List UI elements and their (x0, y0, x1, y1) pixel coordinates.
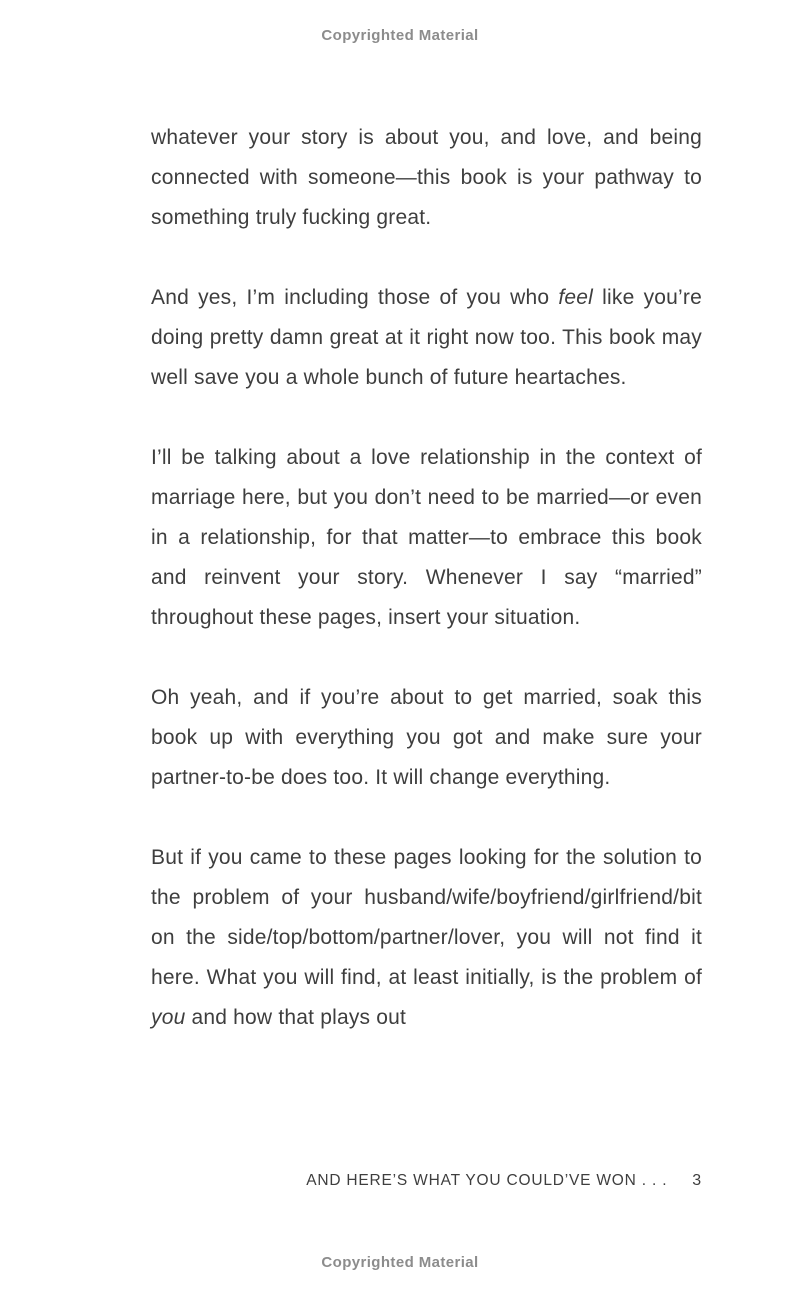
page-number: 3 (692, 1172, 702, 1189)
copyright-notice-top: Copyrighted Material (321, 27, 479, 44)
italic-text-run: feel (558, 286, 594, 309)
copyright-notice-bottom: Copyrighted Material (321, 1254, 479, 1271)
text-run: And yes, I’m including those of you who (151, 286, 559, 309)
italic-text-run: you (151, 1006, 186, 1029)
paragraph (151, 438, 702, 638)
book-page-body (151, 118, 702, 1038)
paragraph (151, 118, 702, 238)
text-run: I’ll be talking about a love relationship in the context of marriage here, but you don’t need to be married—or even in a relationship, for that matter—to embrace this book and reinvent your story. Whenever I say “married” throughout these pages, insert your situation. (151, 446, 702, 629)
paragraph (151, 678, 702, 798)
paragraph (151, 838, 702, 1038)
text-run: and how that plays out (185, 1006, 407, 1029)
paragraph (151, 278, 702, 398)
running-head: AND HERE’S WHAT YOU COULD’VE WON . . . (306, 1172, 668, 1189)
running-footer (306, 1172, 702, 1190)
text-run: Oh yeah, and if you’re about to get married, soak this book up with everything you got and make sure your partner-to-be does too. It will change everything. (151, 686, 702, 789)
text-run: whatever your story is about you, and love, and being connected with someone—this book is your pathway to something truly fucking great. (151, 126, 702, 229)
text-run: like you’re doing pretty damn great at it right now too. This book may well save you a whole bunch of future heartaches. (151, 286, 702, 389)
text-run: But if you came to these pages looking for the solution to the problem of your husband/wife/boyfriend/girlfriend/bit on the side/top/bottom/partner/lover, you will not find it here. What you will find, at least initially, is the problem of (151, 846, 702, 989)
